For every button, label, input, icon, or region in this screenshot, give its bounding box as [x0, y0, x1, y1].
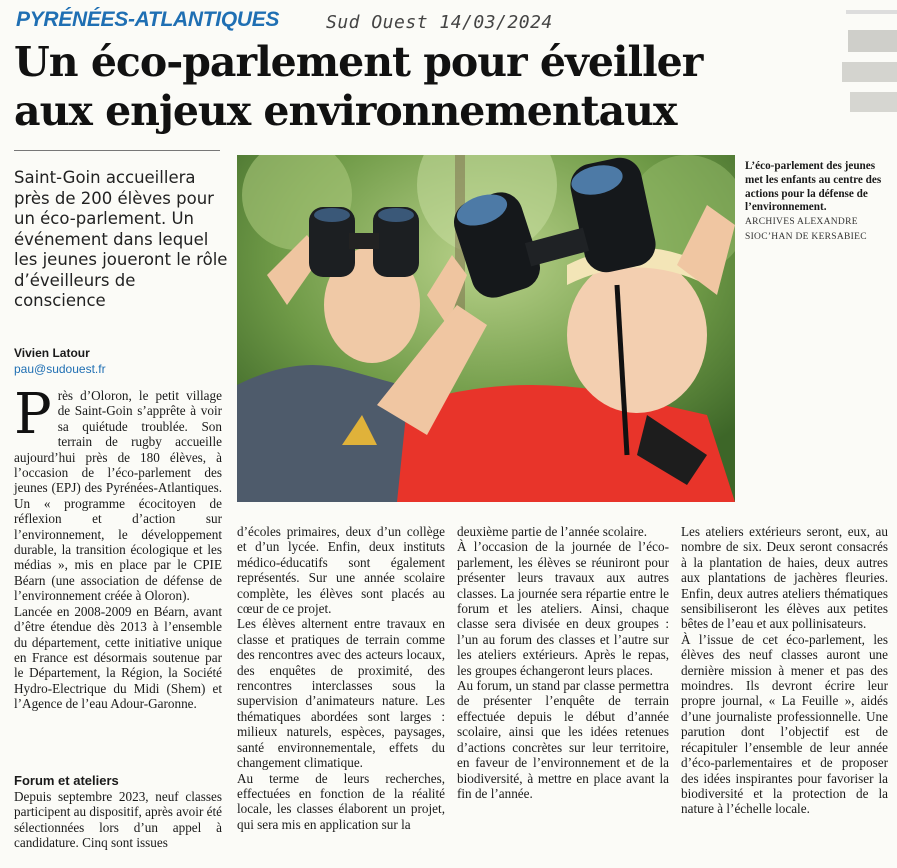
paragraph: d’écoles primaires, deux d’un collège et d’un lycée. Enfin, deux instituts médico-éducatifs sont également représentés. Sur une année scolaire complète, les élèves sont placés au cœur de ce projet. [237, 524, 445, 617]
photo-caption [745, 160, 895, 245]
author-email-link[interactable]: pau@sudouest.fr [14, 362, 106, 376]
drop-cap: P [14, 382, 52, 447]
article-column-3 [457, 524, 669, 801]
photo-credit-line-1: ARCHIVES ALEXANDRE [745, 217, 858, 228]
paragraph: Depuis septembre 2023, neuf classes participent au dispositif, après avoir été sélectionnées lors d’un appel à candidature. Cinq sont issues [14, 789, 222, 851]
paragraph: Les élèves alternent entre travaux en classe et pratiques de terrain comme des rencontres avec des acteurs locaux, des enquêtes de proximité, des rencontres interclasses sous la supervision d’animateurs nature. Les thématiques abordées sont larges : milieux naturels, espèces, paysages, santé environnementale, effets du changement climatique. [237, 616, 445, 771]
article-photo [237, 155, 735, 502]
photo-illustration [237, 155, 735, 502]
paragraph: Les ateliers extérieurs seront, eux, au nombre de six. Deux seront consacrés à la plantation de haies, deux autres aux plantations de jachères fleuries. Enfin, deux autres ateliers thématiques sensibiliseront les élèves aux petites bêtes de l’eau et aux pollinisateurs. [681, 524, 888, 632]
caption-text: L’éco-parlement des jeunes met les enfants au centre des actions pour la défense de l’environnement. [745, 160, 882, 214]
standfirst: Saint-Goin accueillera près de 200 élèves pour un éco-parlement. Un événement dans lequel les jeunes joueront le rôle d’éveilleurs de conscience [14, 168, 228, 310]
headline-line-2: aux enjeux environnementaux [14, 87, 677, 135]
paragraph: deuxième partie de l’année scolaire. [457, 524, 648, 539]
article-column-1-continued [14, 789, 222, 851]
headline [14, 38, 814, 136]
article-column-2 [237, 524, 445, 832]
paragraph: Lancée en 2008-2009 en Béarn, avant d’être étendue dès 2013 à l’ensemble du département, cette initiative unique en France est désormais soutenue par le Département, la Région, la Société Hydro-Electrique du Midi (Shem) et l’Agence de l’eau Adour-Garonne. [14, 603, 222, 712]
subheading-forum-ateliers: Forum et ateliers [14, 773, 119, 788]
paragraph: À l’issue de cet éco-parlement, les élèves des neuf classes auront une dernière mission à mener et pas des moindres. Ils devront écrire leur propre journal, « La Feuille », aidés d’une journaliste professionnelle. Une parution dont l’objectif est de récapituler l’ensemble de leur année d’éco-parlementaires et de proposer des idées inspirantes pour favoriser la biodiversité et la protection de la nature à l’échelle locale. [681, 631, 888, 817]
paragraph: Au forum, un stand par classe permettra de présenter l’enquête de terrain effectuée depuis le début d’année scolaire, ainsi que les idées retenues d’actions concrètes sur leur territoire, en faveur de l’environnement et de la biodiversité, à mettre en place avant la fin de l’année. [457, 678, 669, 801]
paragraph: Au terme de leurs recherches, effectuées en fonction de la réalité locale, les classes élaborent un projet, qui sera mis en application sur la [237, 770, 445, 832]
handwritten-source-note: Sud Ouest 14/03/2024 [326, 12, 553, 33]
article-column-1 [14, 382, 222, 712]
paragraph: rès d’Oloron, le petit village de Saint-Goin s’apprête à voir sa quiétude troublée. Son terrain de rugby accueille aujourd’hui près de 180 élèves, à l’occasion de l’éco-parlement des jeunes (EPJ) des Pyrénées-Atlantiques. Un « programme écocitoyen de réflexion et d’action sur l’environnement, le développement durable, la transition écologique et les médias », mis en place par le CPIE Béarn (une association de défense de l’environnement créée à Oloron). [14, 388, 222, 604]
section-kicker: PYRÉNÉES-ATLANTIQUES [16, 8, 280, 31]
article-column-4 [681, 524, 888, 817]
chapo-divider [14, 150, 220, 151]
author-byline: Vivien Latour [14, 346, 90, 360]
adjacent-page-bleed [842, 0, 897, 160]
paragraph: À l’occasion de la journée de l’éco-parlement, les élèves se réuniront pour présenter leurs travaux aux autres classes. La journée sera répartie entre le forum et les ateliers. Ainsi, chaque classe sera divisée en deux groupes : l’un au forum des classes et l’autre sur les ateliers extérieurs. Après le repas, les groupes échangeront leurs places. [457, 539, 669, 678]
headline-line-1: Un éco-parlement pour éveiller [14, 38, 703, 86]
bleed-shapes [842, 0, 897, 160]
photo-credit-line-2: SIOC’HAN DE KERSABIEC [745, 231, 867, 242]
